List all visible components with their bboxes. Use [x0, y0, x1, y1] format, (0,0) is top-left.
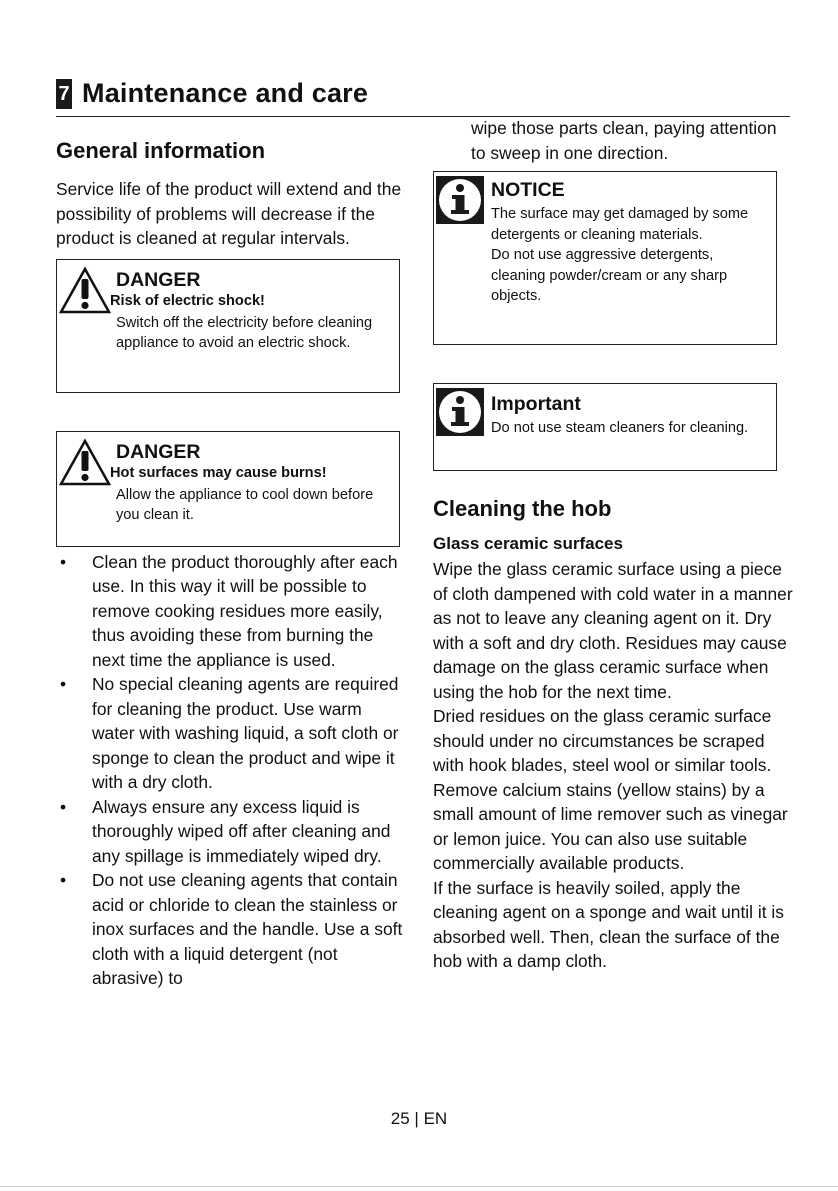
warning-triangle-icon — [59, 266, 111, 314]
hob-paragraph: Dried residues on the glass ceramic surface should under no circumstances be scraped with hook blades, steel wool or similar tools. — [433, 706, 772, 775]
notice-text: The surface may get damaged by some detergents or cleaning materials. — [491, 206, 749, 243]
notice-title: NOTICE — [491, 179, 565, 201]
hob-paragraph: If the surface is heavily soiled, apply the cleaning agent on a sponge and wait until it is absorbed well. Then, clean the surface of the hob with a damp cloth. — [433, 877, 784, 971]
hob-paragraph: Wipe the glass ceramic surface using a piece of cloth dampened with cold water in a manner as not to leave any cleaning agent on it. Dry with a soft and dry cloth. Residues may cause damage on the glass ceramic surface when using the hob for the next time. — [433, 559, 793, 702]
danger-title: DANGER — [116, 440, 201, 463]
subheading-glass-ceramic: Glass ceramic surfaces — [433, 534, 623, 553]
important-title: Important — [491, 393, 581, 415]
bottom-edge — [0, 1186, 838, 1187]
list-item: • Clean the product thoroughly after each use. In this way it will be possible to remove cooking residues more easily, thus avoiding these from burning the next time the appliance is used. — [60, 551, 398, 670]
left-column — [56, 137, 408, 991]
page-number: 25 | EN — [390, 1109, 448, 1128]
danger-title: DANGER — [116, 268, 201, 291]
danger-subtitle: Risk of electric shock! — [110, 292, 265, 309]
continuation-paragraph: wipe those parts clean, paying attention to sweep in one direction. — [471, 118, 777, 163]
list-item: • Do not use cleaning agents that contain acid or chloride to clean the stainless or inox surfaces and the handle. Use a soft cloth with a liquid detergent (not abrasive) to — [60, 870, 403, 988]
important-text: Do not use steam cleaners for cleaning. — [491, 420, 749, 436]
danger-text: Allow the appliance to cool down before you clean it. — [116, 486, 374, 523]
info-icon — [436, 176, 488, 226]
notice-box — [433, 171, 777, 345]
chapter-title: Maintenance and care — [82, 78, 369, 108]
chapter-number: 7 — [56, 79, 72, 109]
care-bullet-list — [56, 550, 408, 991]
list-item: • Always ensure any excess liquid is thoroughly wiped off after cleaning and any spillage is immediately wiped dry. — [60, 796, 391, 866]
hob-paragraph: Remove calcium stains (yellow stains) by a small amount of lime remover such as vinegar or lemon juice. You can also use suitable commercially available products. — [433, 779, 788, 873]
list-item: • No special cleaning agents are required for cleaning the product. Use warm water with washing liquid, a soft cloth or sponge to clean the product and wipe it with a dry cloth. — [60, 674, 399, 792]
danger-box-electric — [56, 259, 400, 393]
danger-box-hot-surfaces — [56, 431, 400, 547]
chapter-header — [56, 78, 368, 109]
info-icon — [436, 388, 488, 438]
intro-paragraph: Service life of the product will extend and the possibility of problems will decrease if the product is cleaned at regular intervals. — [56, 179, 402, 248]
warning-triangle-icon — [59, 438, 111, 486]
right-column — [433, 116, 793, 974]
important-box — [433, 383, 777, 471]
section-heading-general: General information — [56, 138, 266, 163]
danger-subtitle: Hot surfaces may cause burns! — [110, 464, 327, 481]
danger-text: Switch off the electricity before cleaning appliance to avoid an electric shock. — [116, 314, 373, 351]
notice-text: Do not use aggressive detergents, cleaning powder/cream or any sharp objects. — [491, 247, 728, 304]
section-heading-hob: Cleaning the hob — [433, 496, 612, 521]
